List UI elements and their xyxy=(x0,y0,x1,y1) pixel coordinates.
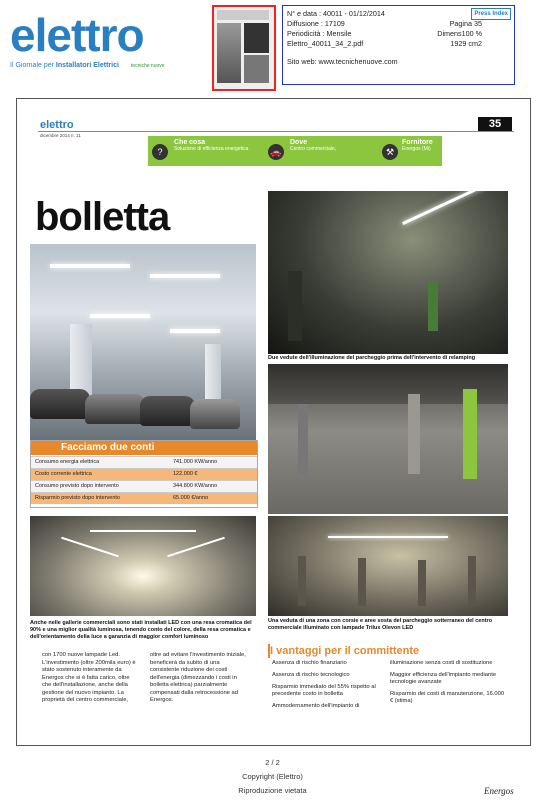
press-index-logo: Press Index xyxy=(471,8,511,20)
article-issue-date: dicembre 2014 n. 11 xyxy=(40,133,81,138)
tools-icon: ⚒ xyxy=(382,144,398,160)
footer-copyright: Copyright (Elettro) xyxy=(242,772,303,781)
advantage-item: illuminazione senza costi di sostituzione xyxy=(390,660,493,666)
article-page-number: 35 xyxy=(478,117,512,132)
parking-photo xyxy=(30,244,256,440)
header-rule xyxy=(38,131,514,132)
info-where-value: Centro commerciale, xyxy=(290,146,337,152)
elettro-logo xyxy=(10,9,200,87)
footer-page-count: 2 / 2 xyxy=(265,758,280,767)
table-row xyxy=(31,456,257,468)
table-cell-value: 122.000 € xyxy=(173,471,198,477)
body-column-2: oltre ad evitare l'investimento iniziale, beneficerà da subito di una consistente riduzione dei costi dell'energia (dimezzando i costi in bolletta elettrica) parzialmente compensati dalla retrocessione ad Energos. xyxy=(150,652,246,703)
advantage-item: Ammodernamento dell'impianto di xyxy=(272,703,360,709)
table-row xyxy=(31,480,257,492)
press-metadata-box xyxy=(282,5,515,85)
table-cell-label: Costo corrente elettrica xyxy=(35,471,92,477)
footer-notice: Riproduzione vietata xyxy=(238,786,307,795)
info-strip xyxy=(148,136,380,166)
caption-parking-after: Una veduta di una zona con corsie e aree sosta del parcheggio sotterraneo del centro commerciale illuminato con lampade Trilux Olevon LED xyxy=(268,618,493,631)
publisher-logo: tecniche nuove xyxy=(130,63,165,69)
meta-website: Sito web: www.tecnichenuove.com xyxy=(287,57,398,66)
meta-number-date: N° e data : 40011 - 01/12/2014 xyxy=(287,9,385,18)
table-row xyxy=(31,492,257,504)
parking-before-photo-2 xyxy=(268,364,508,514)
question-icon: ? xyxy=(152,144,168,160)
logo-tagline xyxy=(10,62,200,69)
table-cell-value: 741.000 KW/anno xyxy=(173,459,218,465)
logo-wordmark: elettro xyxy=(10,9,144,61)
info-supplier-title: Fornitore xyxy=(402,139,433,146)
article-title: bolletta xyxy=(35,195,170,239)
caption-gallery: Anche nelle gallerie commerciali sono stati installati LED con una resa cromatica del 90% e una miglior qualità luminosa, tenendo conto del colore, della resa cromatica e dell'orientamento della luce a garanzia di maggior comfort luminoso xyxy=(30,620,252,640)
info-what-value: Soluzione di efficienza energetica xyxy=(174,146,249,152)
advantage-item: Risparmio dei costi di manutenzione, 16.000 € (stima) xyxy=(390,691,505,704)
table-cell-value: 344.800 KW/anno xyxy=(173,483,218,489)
article-logo: elettro xyxy=(40,119,74,131)
gallery-photo xyxy=(30,516,256,616)
body-column-1: con 1700 nuove lampade Led. L'investimento (oltre 200mila euro) è stato sostenuto interamente da Energos che si è fatta carico, oltre che dell'installazione, anche della gestione del nuovo impianto. La proprietà del centro commerciale, xyxy=(42,652,136,703)
costs-table-title: Facciamo due conti xyxy=(61,442,155,453)
info-where-title: Dove xyxy=(290,139,308,146)
table-row xyxy=(31,468,257,480)
advantages-right-list xyxy=(390,660,508,705)
logo-tagline-prefix: Il Giornale per xyxy=(10,62,56,69)
page-thumbnail[interactable] xyxy=(212,5,276,91)
meta-area: 1929 cm2 xyxy=(450,39,482,48)
logo-tagline-bold: Installatori Elettrici xyxy=(55,62,119,69)
advantage-item: Risparmio immediato del 55% rispetto al precedente costo in bolletta xyxy=(272,684,376,697)
info-supplier-box xyxy=(378,136,442,166)
car-icon: 🚗 xyxy=(268,144,284,160)
info-what-title: Che cosa xyxy=(174,139,206,146)
meta-dimension: Dimens100 % xyxy=(437,29,482,38)
table-cell-label: Risparmio previsto dopo intervento xyxy=(35,495,120,501)
table-cell-label: Consumo previsto dopo intervento xyxy=(35,483,119,489)
costs-table xyxy=(30,440,258,508)
meta-filename: Elettro_40011_34_2.pdf xyxy=(287,39,364,48)
meta-diffusion: Diffusione : 17109 xyxy=(287,19,345,28)
parking-before-photo-1 xyxy=(268,191,508,354)
advantage-item: Assenza di rischio finanziario xyxy=(272,660,347,666)
parking-after-photo xyxy=(268,516,508,616)
caption-parking-before: Due vedute dell'illuminazione del parcheggio prima dell'intervento di relamping xyxy=(268,355,476,361)
advantages-left-list xyxy=(272,660,384,710)
table-cell-label: Consumo energia elettrica xyxy=(35,459,100,465)
energos-logo: Energos xyxy=(484,786,514,796)
advantage-item: Assenza di rischio tecnologico xyxy=(272,672,350,678)
advantage-item: Maggior efficienza dell'impianto mediante tecnologie avanzate xyxy=(390,672,497,685)
advantages-title: I vantaggi per il committente xyxy=(270,645,420,657)
table-cell-value: 65.000 €/anno xyxy=(173,495,209,501)
costs-table-header xyxy=(31,441,257,455)
info-supplier-value: Energos (Mi) xyxy=(402,146,431,152)
meta-periodicity: Periodicità : Mensile xyxy=(287,29,352,38)
meta-page: Pagina 35 xyxy=(449,19,482,28)
